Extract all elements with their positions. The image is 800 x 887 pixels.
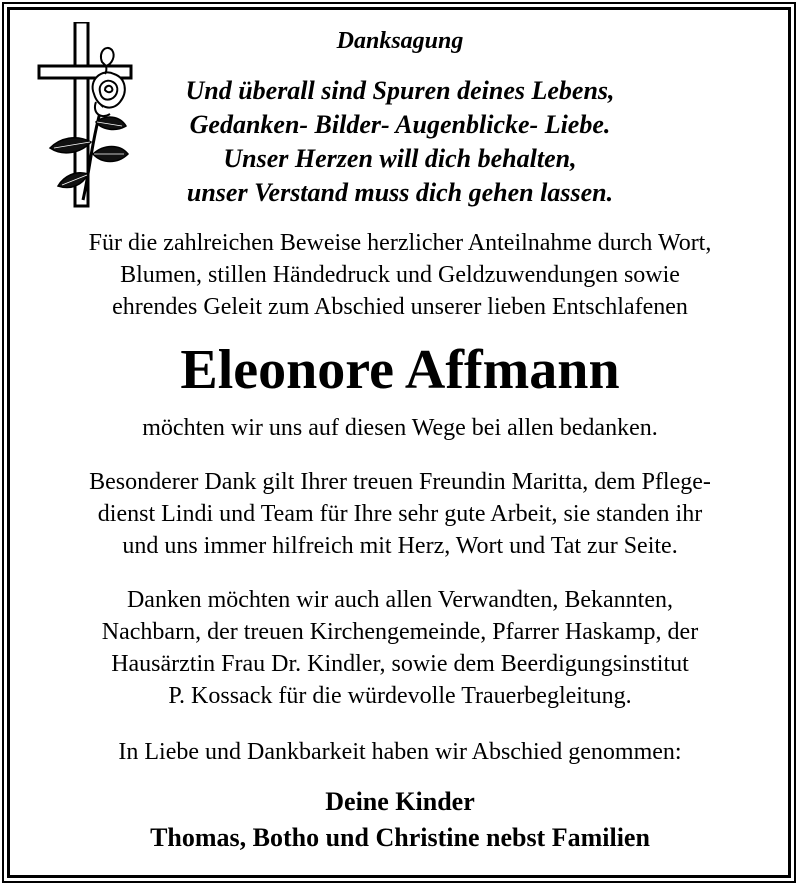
deceased-name: Eleonore Affmann (180, 339, 620, 401)
special-thanks-line: dienst Lindi und Team für Ihre sehr gute Arbeit, sie standen ihr (97, 501, 703, 527)
poem (140, 74, 660, 210)
thanks-paragraph (20, 412, 780, 444)
cross-with-rose-icon (36, 22, 136, 208)
signature-line: Thomas, Botho und Christine nebst Familien (150, 823, 650, 852)
thanks-line: möchten wir uns auf diesen Wege bei allen bedanken. (142, 415, 658, 441)
header-title: Danksagung (336, 28, 464, 54)
closing-paragraph (20, 736, 780, 768)
poem-line: unser Verstand muss dich gehen lassen. (186, 178, 614, 207)
intro-line: ehrendes Geleit zum Abschied unserer lieben Entschlafenen (112, 294, 688, 320)
intro-line: Für die zahlreichen Beweise herzlicher Anteilnahme durch Wort, (88, 230, 712, 256)
special-thanks-line: und uns immer hilfreich mit Herz, Wort und Tat zur Seite. (122, 533, 678, 559)
poem-line: Gedanken- Bilder- Augenblicke- Liebe. (189, 110, 611, 139)
further-thanks-paragraph (20, 584, 780, 712)
signature-line: Deine Kinder (325, 787, 475, 816)
intro-paragraph (20, 227, 780, 323)
further-thanks-line: Hausärztin Frau Dr. Kindler, sowie dem Beerdigungsinstitut (111, 651, 689, 677)
intro-line: Blumen, stillen Händedruck und Geldzuwendungen sowie (120, 262, 680, 288)
poem-line: Und überall sind Spuren deines Lebens, (185, 76, 615, 105)
further-thanks-line: Nachbarn, der treuen Kirchengemeinde, Pfarrer Haskamp, der (101, 619, 699, 645)
further-thanks-line: Danken möchten wir auch allen Verwandten, Bekannten, (126, 587, 674, 613)
closing-line: In Liebe und Dankbarkeit haben wir Abschied genommen: (118, 739, 682, 765)
poem-line: Unser Herzen will dich behalten, (223, 144, 577, 173)
further-thanks-line: P. Kossack für die würdevolle Trauerbegleitung. (168, 683, 632, 709)
special-thanks-paragraph (20, 466, 780, 562)
signature (20, 784, 780, 856)
special-thanks-line: Besonderer Dank gilt Ihrer treuen Freundin Maritta, dem Pflege- (89, 469, 711, 495)
